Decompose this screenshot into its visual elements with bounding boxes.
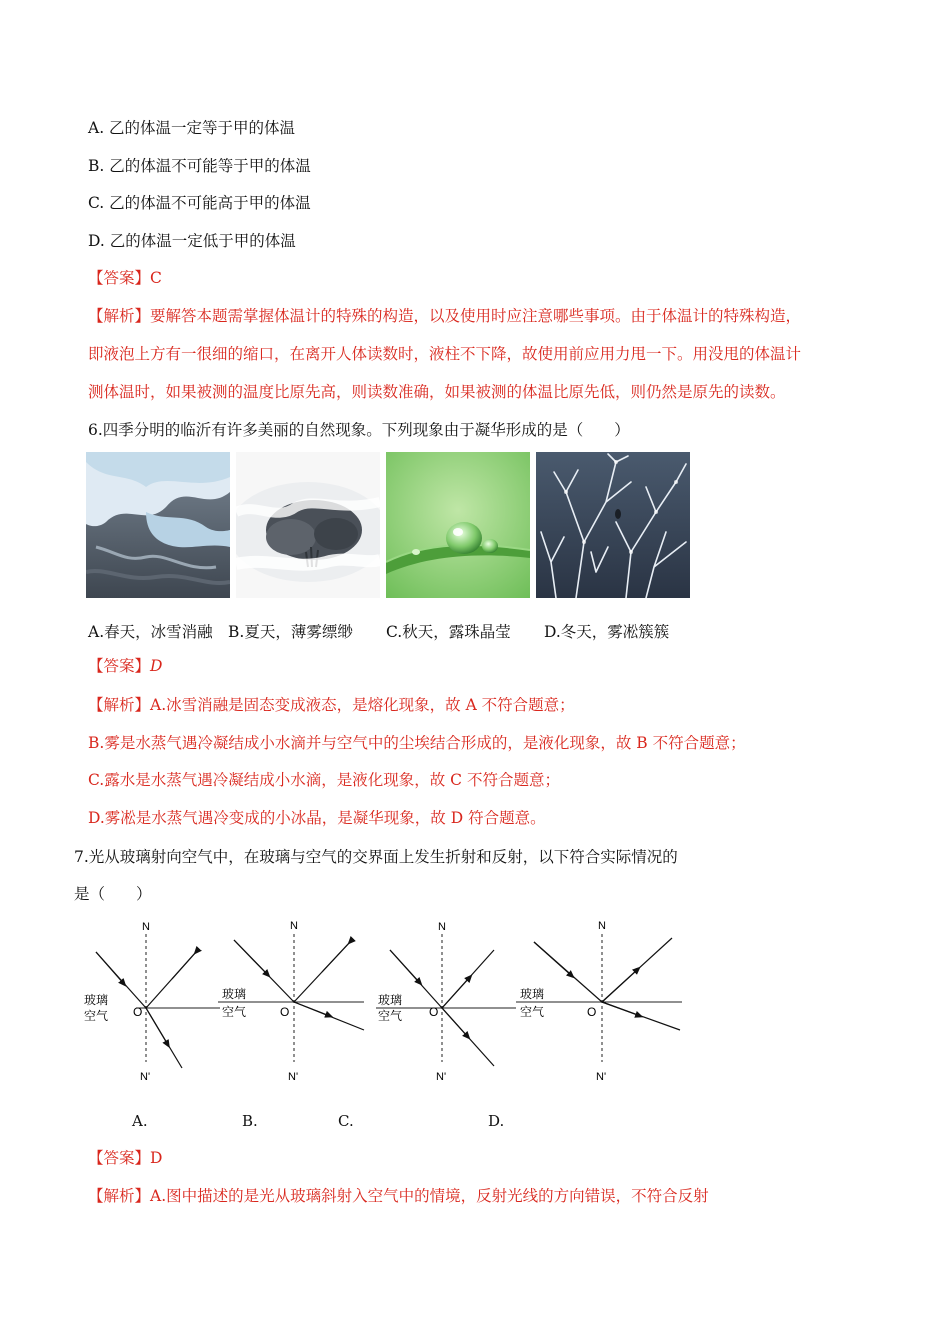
- photo-misty-tree: [236, 452, 380, 598]
- q6-analysis-line-3: C.露水是水蒸气遇冷凝结成小水滴，是液化现象，故 C 不符合题意；: [88, 771, 560, 789]
- q5-option-c: C. 乙的体温不可能高于甲的体温: [88, 194, 311, 212]
- q6-analysis-line-2: B.雾是水蒸气遇冷凝结成小水滴并与空气中的尘埃结合形成的，是液化现象，故 B 不符合题意；: [88, 734, 746, 752]
- analysis-tag: 【解析】: [88, 696, 151, 714]
- q6-question: 6.四季分明的临沂有许多美丽的自然现象。下列现象由于凝华形成的是（ ）: [88, 421, 630, 439]
- analysis-tag: 【解析】: [88, 1187, 151, 1205]
- air-label: 空气: [84, 1009, 109, 1023]
- answer-value: C: [150, 269, 162, 287]
- origin-label: O: [280, 1005, 290, 1019]
- normal-top-label: N: [290, 920, 298, 932]
- photo-dew-drop: [386, 452, 530, 598]
- origin-label: O: [133, 1005, 143, 1019]
- normal-bottom-label: N': [436, 1071, 447, 1083]
- q7-diagram-a: [80, 912, 220, 1092]
- normal-bottom-label: N': [596, 1071, 607, 1083]
- q7-diagram-b: [218, 912, 368, 1092]
- q7-option-d-label: D.: [488, 1112, 505, 1130]
- q6-analysis-line-1: [88, 695, 575, 715]
- answer-tag: 【答案】: [88, 657, 151, 675]
- q7-answer: [88, 1148, 162, 1168]
- normal-bottom-label: N': [140, 1071, 151, 1083]
- answer-tag: 【答案】: [88, 1149, 151, 1167]
- q5-option-d: D. 乙的体温一定低于甲的体温: [88, 232, 296, 250]
- answer-value: D: [150, 1149, 163, 1167]
- answer-value: D: [150, 657, 163, 675]
- normal-bottom-label: N': [288, 1071, 299, 1083]
- photo-rime-branches: [536, 452, 690, 598]
- q5-analysis-line-3: 测体温时，如果被测的温度比原先高，则读数准确，如果被测的体温比原先低，则仍然是原先的读数。: [88, 383, 786, 401]
- q7-option-b-label: B.: [242, 1112, 258, 1130]
- q6-analysis-line-4: D.雾凇是水蒸气遇冷变成的小冰晶，是凝华现象，故 D 符合题意。: [88, 809, 546, 827]
- q5-analysis-line-2: 即液泡上方有一很细的缩口，在离开人体读数时，液柱不下降，故使用前应用力甩一下。用没甩的体温计: [88, 345, 802, 363]
- normal-top-label: N: [142, 921, 150, 933]
- air-label: 空气: [378, 1009, 403, 1023]
- glass-label: 玻璃: [84, 993, 109, 1007]
- air-label: 空气: [520, 1005, 545, 1019]
- q6-caption-a: A.春天，冰雪消融: [88, 623, 213, 641]
- q6-answer: [88, 656, 162, 676]
- normal-top-label: N: [438, 921, 446, 933]
- normal-top-label: N: [598, 920, 606, 932]
- q5-option-b: B. 乙的体温不可能等于甲的体温: [88, 157, 311, 175]
- q7-option-a-label: A.: [132, 1112, 148, 1130]
- glass-label: 玻璃: [520, 987, 545, 1001]
- photo-ice-melting: [86, 452, 230, 598]
- analysis-text: A.冰雪消融是固态变成液态，是熔化现象，故 A 不符合题意；: [150, 696, 575, 714]
- q7-analysis-line-1: [88, 1186, 709, 1206]
- q5-answer: [88, 268, 162, 288]
- q7-diagram-c: [376, 912, 516, 1092]
- q7-option-c-label: C.: [338, 1112, 354, 1130]
- glass-label: 玻璃: [222, 987, 247, 1001]
- q7-question-line-2: 是（ ）: [74, 885, 152, 903]
- analysis-text: 要解答本题需掌握体温计的特殊的构造，以及使用时应注意哪些事项。由于体温计的特殊构造，: [150, 307, 802, 325]
- q7-question-line-1: 7.光从玻璃射向空气中，在玻璃与空气的交界面上发生折射和反射，以下符合实际情况的: [74, 848, 678, 866]
- q6-caption-c: C.秋天，露珠晶莹: [386, 623, 511, 641]
- q7-diagram-d: [516, 912, 686, 1092]
- analysis-tag: 【解析】: [88, 307, 151, 325]
- glass-label: 玻璃: [378, 993, 403, 1007]
- analysis-text: A.图中描述的是光从玻璃斜射入空气中的情境，反射光线的方向错误，不符合反射: [150, 1187, 709, 1205]
- air-label: 空气: [222, 1005, 247, 1019]
- answer-tag: 【答案】: [88, 269, 151, 287]
- origin-label: O: [429, 1005, 439, 1019]
- q5-analysis-line-1: [88, 306, 801, 326]
- q6-caption-b: B.夏天，薄雾缥缈: [228, 623, 353, 641]
- q6-caption-d: D.冬天，雾凇簇簇: [544, 623, 670, 641]
- q5-option-a: A. 乙的体温一定等于甲的体温: [88, 119, 296, 137]
- origin-label: O: [587, 1005, 597, 1019]
